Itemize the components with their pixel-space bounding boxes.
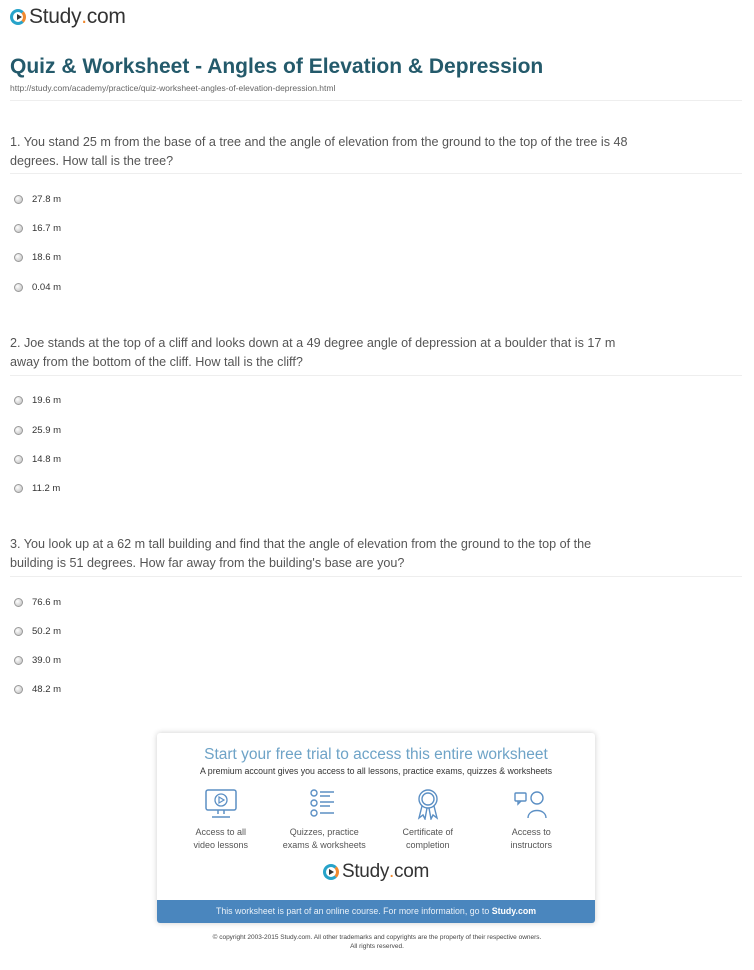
feature-instructors xyxy=(481,788,581,852)
radio-button[interactable] xyxy=(14,224,23,233)
question-3: 3. You look up at a 62 m tall building and find that the angle of elevation from the ground to the top of the building is 51 degrees. How far away from the building's base are you? xyxy=(10,537,592,570)
answer-option[interactable] xyxy=(14,626,61,637)
option-label: 27.8 m xyxy=(32,194,62,205)
radio-button[interactable] xyxy=(14,455,23,464)
feature-certificate xyxy=(378,788,478,852)
logo-text: Study xyxy=(341,861,390,882)
logo-suffix: com xyxy=(394,861,430,882)
answer-option[interactable] xyxy=(14,194,61,205)
copyright-text: © copyright 2003-2015 Study.com. All other trademarks and copyrights are the property of their respective owners. xyxy=(212,934,542,941)
feature-label: video lessons xyxy=(193,840,249,850)
page-title: Quiz & Worksheet - Angles of Elevation & Depression xyxy=(10,55,544,78)
option-label: 14.8 m xyxy=(32,454,62,465)
feature-label: exams & worksheets xyxy=(282,840,366,850)
option-label: 16.7 m xyxy=(32,223,62,234)
answer-option[interactable] xyxy=(14,223,61,234)
answer-option[interactable] xyxy=(14,454,61,465)
radio-button[interactable] xyxy=(14,484,23,493)
play-logo-icon xyxy=(10,9,26,25)
radio-button[interactable] xyxy=(14,283,23,292)
rights-text: All rights reserved. xyxy=(350,943,404,950)
answer-option[interactable] xyxy=(14,597,61,608)
radio-button[interactable] xyxy=(14,656,23,665)
divider xyxy=(10,375,742,376)
option-label: 48.2 m xyxy=(32,684,62,695)
divider xyxy=(10,173,742,174)
option-label: 19.6 m xyxy=(32,395,62,406)
option-label: 0.04 m xyxy=(32,282,62,293)
logo-text: Study xyxy=(29,5,82,28)
answer-option[interactable] xyxy=(14,483,60,494)
feature-label: Certificate of xyxy=(402,827,454,837)
free-trial-promo[interactable] xyxy=(157,733,595,923)
course-info-banner[interactable] xyxy=(157,900,595,923)
radio-button[interactable] xyxy=(14,627,23,636)
radio-button[interactable] xyxy=(14,426,23,435)
instructor-chat-icon xyxy=(514,788,548,820)
feature-label: completion xyxy=(405,840,450,850)
promo-study-logo[interactable] xyxy=(157,861,595,883)
study-logo[interactable] xyxy=(10,5,126,29)
feature-video-lessons xyxy=(171,788,271,852)
radio-button[interactable] xyxy=(14,195,23,204)
promo-heading[interactable]: Start your free trial to access this entire worksheet xyxy=(204,746,548,763)
video-monitor-icon xyxy=(204,788,238,820)
option-label: 50.2 m xyxy=(32,626,62,637)
option-label: 25.9 m xyxy=(32,425,62,436)
divider xyxy=(10,100,742,101)
answer-option[interactable] xyxy=(14,252,61,263)
option-label: 11.2 m xyxy=(32,483,61,494)
answer-option[interactable] xyxy=(14,425,61,436)
feature-label: Access to all xyxy=(195,827,247,837)
play-logo-icon xyxy=(323,864,339,880)
feature-label: instructors xyxy=(510,840,552,850)
feature-quizzes xyxy=(274,788,374,852)
copyright-footer xyxy=(0,933,754,951)
radio-button[interactable] xyxy=(14,685,23,694)
study-link[interactable]: Study.com xyxy=(491,906,537,916)
option-label: 18.6 m xyxy=(32,252,62,263)
certificate-ribbon-icon xyxy=(411,788,445,820)
option-label: 76.6 m xyxy=(32,597,62,608)
page-url[interactable]: http://study.com/academy/practice/quiz-worksheet-angles-of-elevation-depression.html xyxy=(10,83,336,93)
banner-text: This worksheet is part of an online course. For more information, go to xyxy=(215,906,492,916)
answer-option[interactable] xyxy=(14,282,61,293)
logo-dot: . xyxy=(81,5,87,28)
answer-option[interactable] xyxy=(14,684,61,695)
promo-subheading: A premium account gives you access to all lessons, practice exams, quizzes & worksheets xyxy=(199,766,553,776)
answer-option[interactable] xyxy=(14,655,61,666)
question-1: 1. You stand 25 m from the base of a tree and the angle of elevation from the ground to the top of the tree is 48 degrees. How tall is the tree? xyxy=(10,135,628,168)
feature-label: Quizzes, practice xyxy=(289,827,359,837)
feature-label: Access to xyxy=(511,827,551,837)
radio-button[interactable] xyxy=(14,396,23,405)
question-2: 2. Joe stands at the top of a cliff and looks down at a 49 degree angle of depression at a boulder that is 17 m away from the bottom of the cliff. How tall is the cliff? xyxy=(10,336,616,369)
divider xyxy=(10,576,742,577)
logo-suffix: com xyxy=(86,5,126,28)
logo-dot: . xyxy=(389,861,395,882)
radio-button[interactable] xyxy=(14,598,23,607)
answer-option[interactable] xyxy=(14,395,61,406)
option-label: 39.0 m xyxy=(32,655,62,666)
checklist-icon xyxy=(307,788,341,820)
radio-button[interactable] xyxy=(14,253,23,262)
